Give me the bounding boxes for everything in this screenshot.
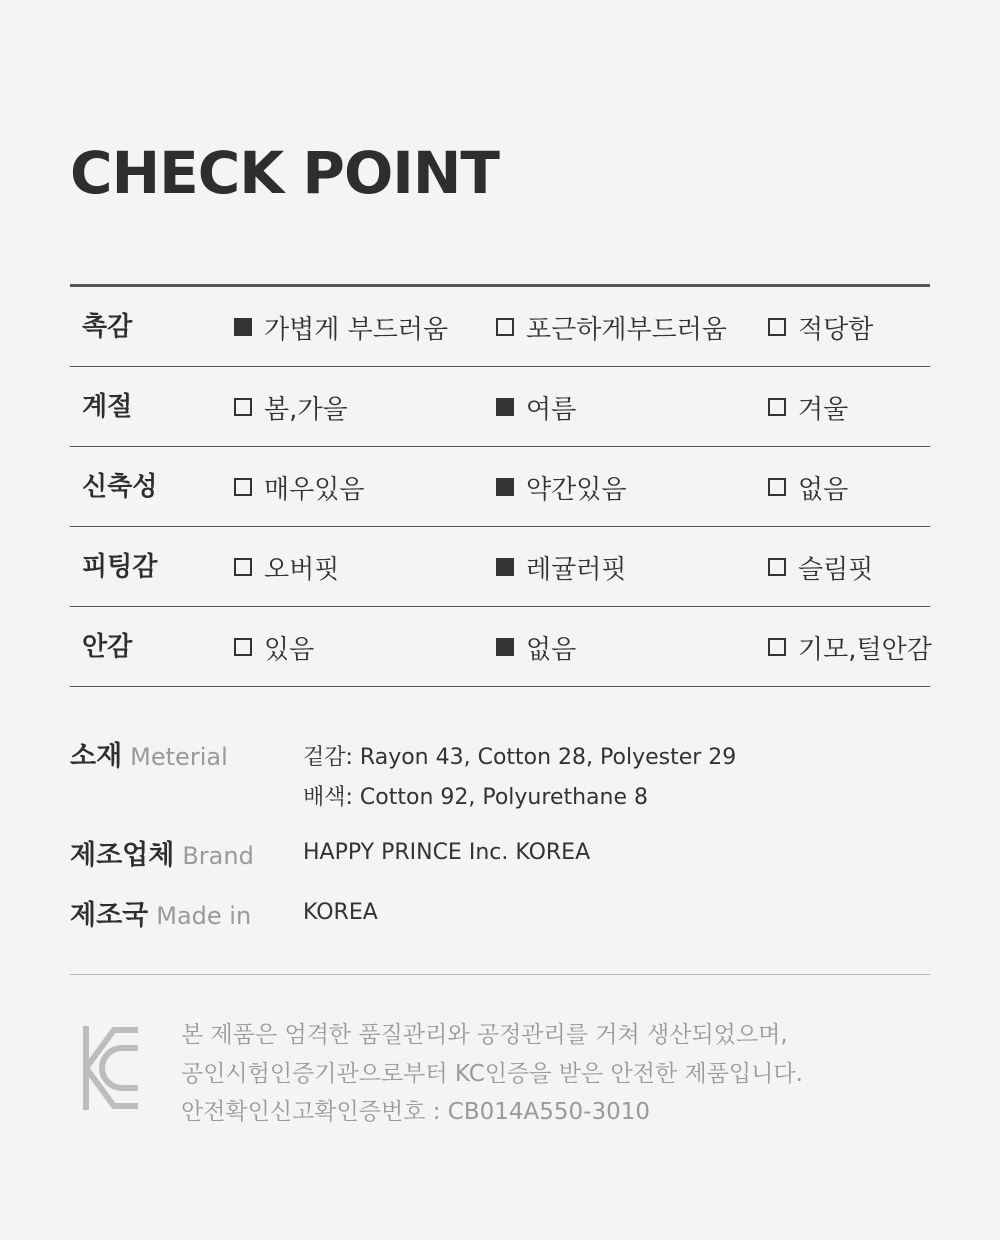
material-line-outer: 겉감: Rayon 43, Cotton 28, Polyester 29 (303, 745, 737, 770)
material-label-ko: 소재 (70, 741, 123, 772)
option (496, 447, 626, 527)
check-point-table (70, 284, 930, 687)
option-label: 적당함 (798, 314, 874, 345)
option (496, 607, 576, 687)
made-in-label-ko: 제조국 (70, 900, 149, 931)
option (768, 287, 873, 367)
option-label: 봄,가을 (264, 394, 348, 425)
option-label: 겨울 (798, 394, 849, 425)
option (234, 607, 314, 687)
option-label: 없음 (526, 634, 577, 665)
checkbox-checked-icon (496, 478, 514, 496)
check-row-touch (70, 287, 930, 367)
checkbox-empty-icon (234, 558, 252, 576)
option-label: 기모,털안감 (798, 634, 932, 665)
check-row-lining (70, 607, 930, 687)
made-in-label (70, 893, 251, 932)
checkbox-empty-icon (768, 478, 786, 496)
checkbox-empty-icon (768, 318, 786, 336)
option (496, 527, 626, 607)
kc-notice-line: 본 제품은 엄격한 품질관리와 공정관리를 거쳐 생산되었으며, (181, 1022, 788, 1048)
checkbox-empty-icon (496, 318, 514, 336)
option (768, 607, 932, 687)
check-row-fit (70, 527, 930, 607)
checkbox-empty-icon (234, 478, 252, 496)
brand-label-ko: 제조업체 (70, 840, 175, 871)
option-label: 레귤러핏 (526, 554, 627, 585)
option (234, 447, 364, 527)
option-label: 여름 (526, 394, 577, 425)
option (768, 447, 848, 527)
kc-notice-line: 공인시험인증기관으로부터 KC인증을 받은 안전한 제품입니다. (181, 1061, 803, 1087)
checkbox-empty-icon (234, 638, 252, 656)
checkbox-empty-icon (234, 398, 252, 416)
option-label: 슬림핏 (798, 554, 874, 585)
checkbox-checked-icon (496, 398, 514, 416)
option (496, 367, 576, 447)
option-label: 매우있음 (264, 474, 365, 505)
row-label: 신축성 (82, 472, 158, 502)
kc-cert-number: 안전확인신고확인증번호 : CB014A550-3010 (181, 1099, 650, 1125)
row-label: 안감 (82, 632, 133, 662)
option (234, 287, 448, 367)
option (768, 367, 848, 447)
brand-label (70, 833, 254, 872)
check-row-season (70, 367, 930, 447)
checkbox-checked-icon (496, 638, 514, 656)
brand-label-en: Brand (182, 842, 254, 870)
option-label: 약간있음 (526, 474, 627, 505)
row-label: 피팅감 (82, 552, 158, 582)
check-row-stretch (70, 447, 930, 527)
made-in-label-en: Made in (156, 902, 252, 930)
page-title: CHECK POINT (70, 139, 499, 207)
option (234, 527, 339, 607)
checkbox-empty-icon (768, 398, 786, 416)
checkbox-checked-icon (234, 318, 252, 336)
option-label: 가볍게 부드러움 (264, 314, 449, 345)
brand-value: HAPPY PRINCE Inc. KOREA (303, 840, 591, 865)
option-label: 포근하게부드러움 (526, 314, 727, 345)
checkbox-empty-icon (768, 638, 786, 656)
kc-certification-icon (80, 1022, 144, 1114)
material-line-trim: 배색: Cotton 92, Polyurethane 8 (303, 785, 648, 810)
option (768, 527, 873, 607)
made-in-value: KOREA (303, 900, 378, 925)
checkbox-checked-icon (496, 558, 514, 576)
option-label: 있음 (264, 634, 315, 665)
option (496, 287, 727, 367)
row-label: 촉감 (82, 312, 133, 342)
material-label-en: Meterial (130, 743, 228, 771)
row-label: 계절 (82, 392, 133, 422)
checkbox-empty-icon (768, 558, 786, 576)
option-label: 오버핏 (264, 554, 340, 585)
option-label: 없음 (798, 474, 849, 505)
divider (70, 974, 930, 975)
material-label (70, 734, 228, 773)
option (234, 367, 348, 447)
